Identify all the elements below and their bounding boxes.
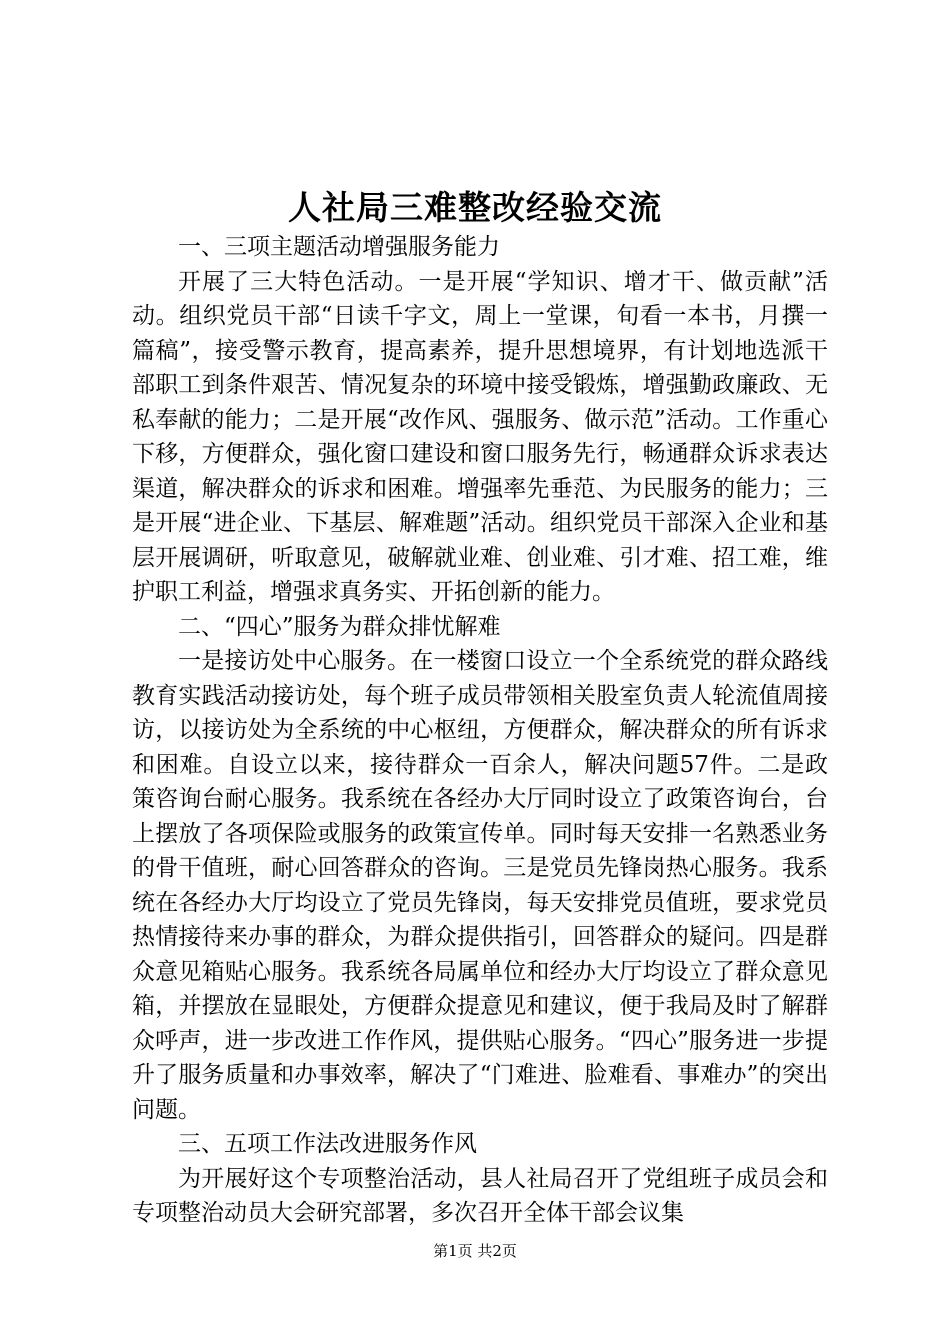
page-footer bbox=[0, 1241, 950, 1261]
page-indicator: 第1页 共2页 bbox=[433, 1242, 517, 1260]
section-heading-3: 三、五项工作法改进服务作风 bbox=[178, 1131, 477, 1157]
section-paragraph-1: 开展了三大特色活动。一是开展“学知识、增才干、做贡献”活动。组织党员干部“日读千字文，周上一堂课，旬看一本书，月撰一篇稿”，接受警示教育，提高素养，提升思想境界，有计划地选派干部职工到条件艰苦、情况复杂的环境中接受锻炼，增强勤政廉政、无私奉献的能力；二是开展“改作风、强服务、做示范”活动。工作重心下移，方便群众，强化窗口建设和窗口服务先行，畅通群众诉求表达渠道，解决群众的诉求和困难。增强率先垂范、为民服务的能力；三是开展“进企业、下基层、解难题”活动。组织党员干部深入企业和基层开展调研，听取意见，破解就业难、创业难、引才难、招工难，维护职工利益，增强求真务实、开拓创新的能力。 bbox=[132, 268, 828, 605]
section-heading-1: 一、三项主题活动增强服务能力 bbox=[178, 234, 500, 260]
document-body bbox=[132, 230, 828, 1231]
section-paragraph-2: 一是接访处中心服务。在一楼窗口设立一个全系统党的群众路线教育实践活动接访处，每个班子成员带领相关股室负责人轮流值周接访，以接访处为全系统的中心枢纽，方便群众，解决群众的所有诉求和困难。自设立以来，接待群众一百余人，解决问题57件。二是政策咨询台耐心服务。我系统在各经办大厅同时设立了政策咨询台，台上摆放了各项保险或服务的政策宣传单。同时每天安排一名熟悉业务的骨干值班，耐心回答群众的咨询。三是党员先锋岗热心服务。我系统在各经办大厅均设立了党员先锋岗，每天安排党员值班，要求党员热情接待来办事的群众，为群众提供指引，回答群众的疑问。四是群众意见箱贴心服务。我系统各局属单位和经办大厅均设立了群众意见箱，并摆放在显眼处，方便群众提意见和建议，便于我局及时了解群众呼声，进一步改进工作作风，提供贴心服务。“四心”服务进一步提升了服务质量和办事效率，解决了“门难进、脸难看、事难办”的突出问题。 bbox=[132, 648, 828, 1123]
document-title: 人社局三难整改经验交流 bbox=[288, 188, 662, 227]
section-heading-2: 二、“四心”服务为群众排忧解难 bbox=[178, 613, 501, 640]
section-paragraph-3: 为开展好这个专项整治活动，县人社局召开了党组班子成员会和专项整治动员大会研究部署，多次召开全体干部会议集 bbox=[132, 1165, 828, 1226]
